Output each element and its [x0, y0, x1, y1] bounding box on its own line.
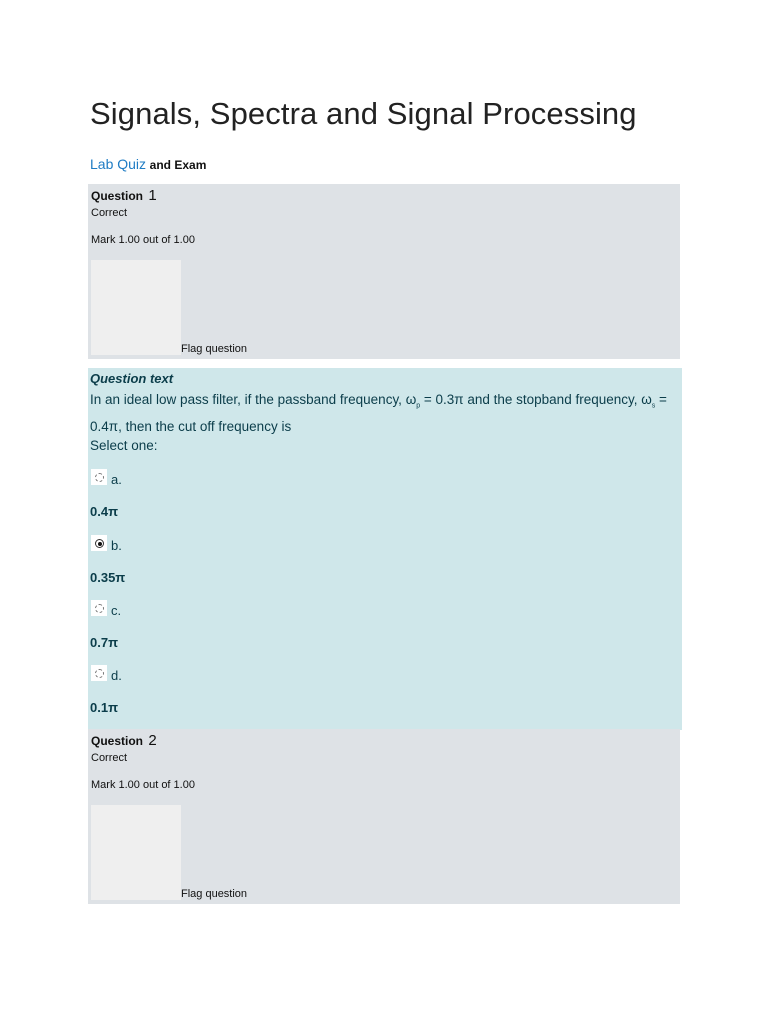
question-number-value: 1	[148, 187, 157, 204]
option-d-value: 0.1π	[90, 700, 119, 715]
question-label: Question	[91, 189, 144, 203]
question-number	[91, 187, 157, 204]
flag-icon[interactable]	[91, 260, 181, 355]
option-a-radio[interactable]	[91, 469, 107, 485]
question-number-value: 2	[148, 732, 157, 749]
question-number	[91, 732, 157, 749]
question-2-info	[88, 729, 680, 904]
option-b-letter: b.	[111, 538, 122, 553]
option-b-value: 0.35π	[90, 570, 126, 585]
select-one-prompt: Select one:	[90, 438, 158, 453]
flag-question-link[interactable]: Flag question	[181, 888, 248, 900]
question-1-info	[88, 184, 680, 359]
option-a-letter: a.	[111, 472, 122, 487]
question-grade: Mark 1.00 out of 1.00	[91, 234, 195, 246]
page-title: Signals, Spectra and Signal Processing	[90, 96, 637, 131]
question-text: In an ideal low pass filter, if the passband frequency, $\omega_p = 0.3\pi$ and the stopband frequency, $\omega_s = 0.4\pi$, then the cut off frequency is	[90, 392, 667, 434]
option-c-value: 0.7π	[90, 635, 119, 650]
question-formulation	[88, 368, 682, 730]
question-state: Correct	[91, 752, 128, 764]
question-label: Question	[91, 734, 144, 748]
option-b-radio[interactable]	[91, 535, 107, 551]
breadcrumb-link[interactable]: Lab Quiz	[90, 156, 147, 172]
question-text-heading: Question text	[90, 371, 174, 386]
option-c-radio[interactable]	[91, 600, 107, 616]
option-d-letter: d.	[111, 668, 122, 683]
option-a-value: 0.4π	[90, 504, 119, 519]
breadcrumb	[90, 156, 206, 172]
flag-question-link[interactable]: Flag question	[181, 343, 248, 355]
option-c-letter: c.	[111, 603, 122, 618]
breadcrumb-text: and Exam	[149, 158, 207, 172]
question-state: Correct	[91, 207, 128, 219]
option-d-radio[interactable]	[91, 665, 107, 681]
question-grade: Mark 1.00 out of 1.00	[91, 779, 195, 791]
flag-icon[interactable]	[91, 805, 181, 900]
